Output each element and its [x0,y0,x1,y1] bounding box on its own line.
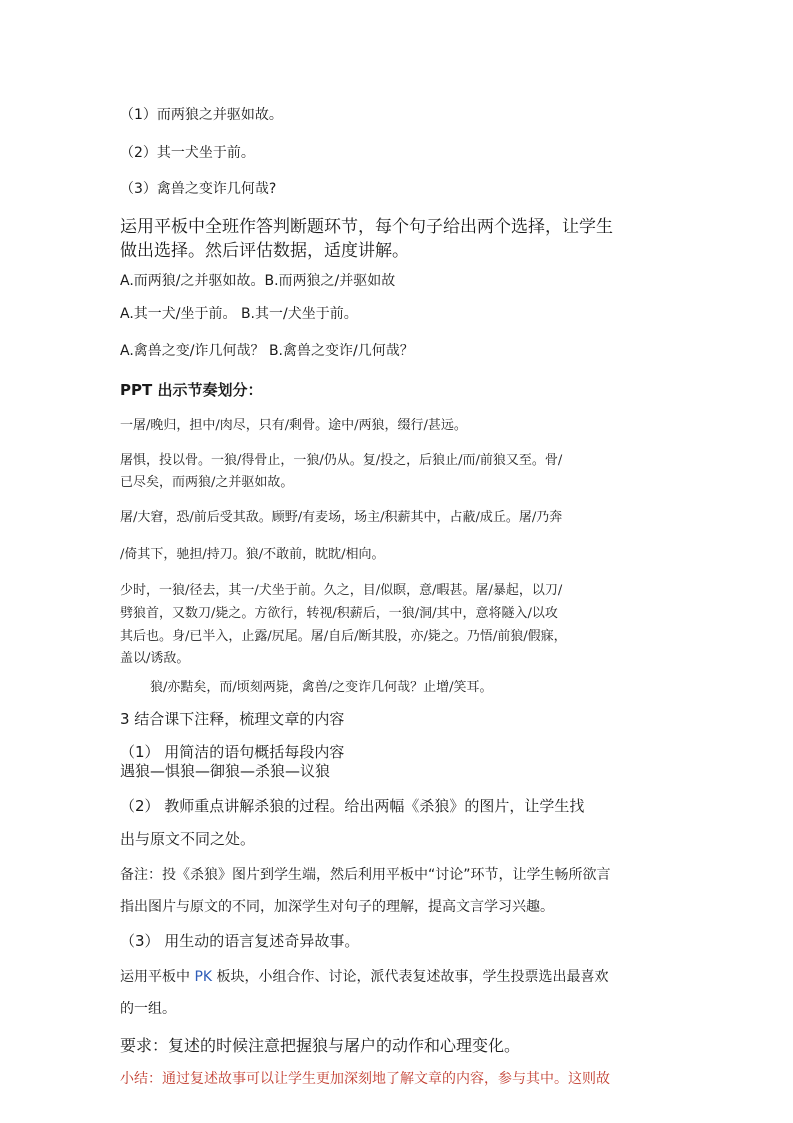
rhythm-line-7: 劈狼首，又数刀/毙之。方欲行，转视/积薪后，一狼/洞/其中，意将隧入/以攻 [120,606,558,621]
pk-label: PK [194,969,213,985]
note-line-1: 备注：投《杀狼》图片到学生端，然后利用平板中“讨论”环节，让学生畅所欲言 [120,867,611,883]
choice-pair-2: A.其一犬/坐于前。 B.其一/犬坐于前。 [120,306,358,322]
sentence-item-3: （3）禽兽之变诈几何哉? [120,181,277,197]
sentence-item-1: （1）而两狼之并驱如故。 [120,107,283,123]
section-heading-3: 3 结合课下注释，梳理文章的内容 [120,710,345,728]
subitem-1-heading: （1） 用简洁的语句概括每段内容 [120,743,345,761]
subitem-2-line-1: （2） 教师重点讲解杀狼的过程。给出两幅《杀狼》的图片，让学生找 [120,797,585,815]
instruction-paragraph-line-2: 做出选择。然后评估数据，适度讲解。 [120,241,409,261]
requirement-line: 要求：复述的时候注意把握狼与屠户的动作和心理变化。 [120,1036,521,1055]
rhythm-line-2: 屠惧，投以骨。一狼/得骨止，一狼/仍从。复/投之，后狼止/而/前狼又至。骨/ [120,453,563,468]
pk-text-prefix: 运用平板中 [120,969,195,985]
note-line-2: 指出图片与原文的不同，加深学生对句子的理解，提高文言学习兴趣。 [120,899,554,915]
instruction-paragraph-line-1: 运用平板中全班作答判断题环节，每个句子给出两个选择，让学生 [120,217,613,237]
subitem-3-heading: （3） 用生动的语言复述奇异故事。 [120,932,360,950]
pk-paragraph-line-2: 的一组。 [120,1001,176,1017]
rhythm-line-5: /倚其下，驰担/持刀。狼/不敢前，眈眈/相向。 [120,547,385,562]
rhythm-line-10: 狼/亦黠矣，而/顷刻两毙，禽兽/之变诈几何哉？止增/笑耳。 [150,680,493,695]
choice-pair-3: A.禽兽之变/诈几何哉？ B.禽兽之变诈/几何哉？ [120,343,414,359]
section-heading-ppt: PPT 出示节奏划分： [120,381,263,399]
sentence-item-2: （2）其一犬坐于前。 [120,145,255,161]
rhythm-line-1: 一屠/晚归，担中/肉尽，只有/剩骨。途中/两狼，缀行/甚远。 [120,418,467,433]
pk-paragraph-line-1 [120,966,609,986]
rhythm-line-3: 已尽矣，而两狼/之并驱如故。 [120,475,294,490]
rhythm-line-8: 其后也。身/已半入，止露/尻尾。屠/自后/断其股，亦/毙之。乃悟/前狼/假寐， [120,629,567,644]
rhythm-line-4: 屠/大窘，恐/前后受其敌。顾野/有麦场，场主/积薪其中，占蔽/成丘。屠/乃奔 [120,510,563,525]
choice-pair-1: A.而两狼/之并驱如故。B.而两狼之/并驱如故 [120,273,396,289]
summary-line: 小结：通过复述故事可以让学生更加深刻地了解文章的内容，参与其中。这则故 [120,1071,610,1087]
rhythm-line-6: 少时，一狼/径去，其一/犬坐于前。久之，目/似瞑，意/暇甚。屠/暴起，以刀/ [120,583,563,598]
subitem-2-line-2: 出与原文不同之处。 [120,830,256,848]
subitem-1-answer: 遇狼—惧狼—御狼—杀狼—议狼 [120,762,331,780]
rhythm-line-9: 盖以/诱敌。 [120,651,190,666]
pk-text-suffix: 板块，小组合作、讨论，派代表复述故事，学生投票选出最喜欢 [212,969,609,985]
